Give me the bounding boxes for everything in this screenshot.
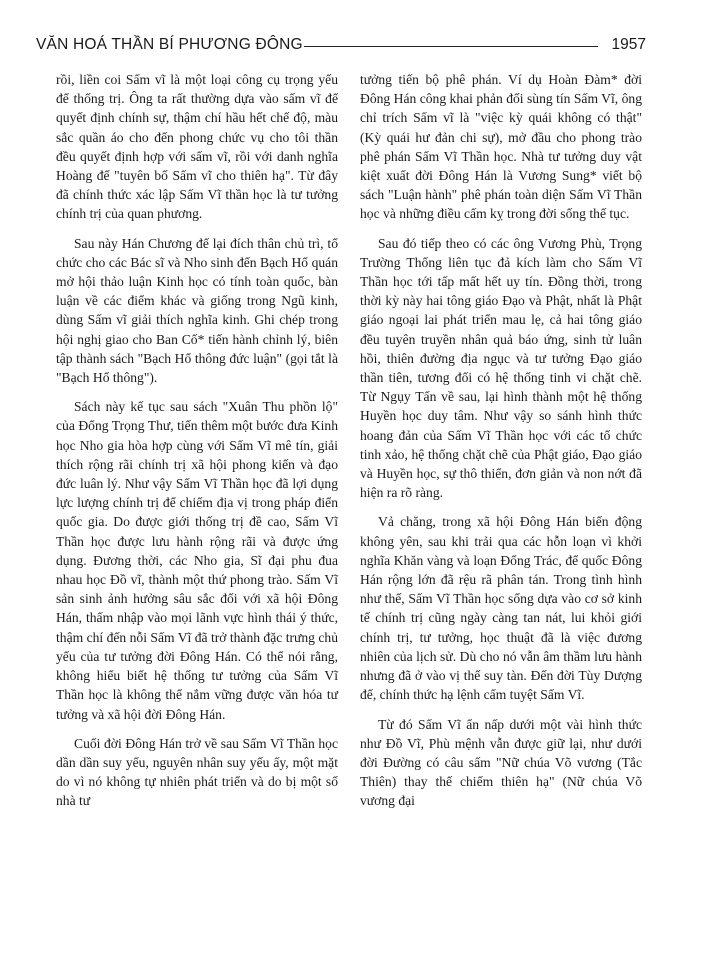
running-header [36,36,646,60]
paragraph: rồi, liền coi Sấm vĩ là một loại công cụ trọng yếu để thống trị. Ông ta rất thường dựa vào sấm vĩ để quyết định chính sự, thậm chí hầu hết chế độ, màu sắc quần áo cho đến phong chức vụ cho tôi thần đều quyết định hợp với sấm vĩ, rồi với danh nghĩa Hoàng đế "tuyên bố Sấm vĩ cho thiên hạ". Từ đây đã chính thức xác lập Sấm Vĩ thần học là tư tưởng chính trị của quan phương. [56,72,338,222]
left-column [56,70,338,811]
page-number: 1957 [611,36,646,53]
paragraph: Cuối đời Đông Hán trở về sau Sấm Vĩ Thần học dần dần suy yếu, nguyên nhân suy yếu ấy, một mặt do vì nó không tự nhiên phát triển và do bị một số nhà tư [56,735,338,809]
paragraph: Vả chăng, trong xã hội Đông Hán biến động không yên, sau khi trải qua các hỗn loạn vì khởi nghĩa Khăn vàng và loạn Đổng Trác, để quốc Đông Hán rộng lớn đã rệu rã phân tán. Trong tình hình như thế, Sấm Vĩ Thần học sống dựa vào cơ sở kinh tế chính trị cũng ngày càng tan nát, lui khỏi giới chính trị, tư tưởng, học thuật đã là việc đương nhiên của lịch sử. Dù cho nó vẫn âm thầm lưu hành nhưng đã ở vào vị thế suy tàn. Đến đời Tùy Dượng đế, chính thức hạ lệnh cấm tuyệt Sấm Vĩ. [360,514,642,703]
running-title: VĂN HOÁ THẦN BÍ PHƯƠNG ĐÔNG [36,36,303,53]
paragraph: Sau này Hán Chương đế lại đích thân chủ trì, tổ chức cho các Bác sĩ và Nho sinh đến Bạch Hổ quán mở hội thảo luận Kinh học có tính toàn quốc, bàn luận về các điểm khác và giống trong Ngũ kinh, dùng Sấm vĩ giải thích nghĩa kinh. Ghi chép trong hội nghị giao cho Ban Cố* tiến hành chỉnh lý, biên tập thành sách "Bạch Hổ thông đức luận" (gọi tắt là "Bạch Hổ thông"). [56,235,338,386]
paragraph: Từ đó Sấm Vĩ ẩn nấp dưới một vài hình thức như Đồ Vĩ, Phù mệnh vẫn được giữ lại, như dưới đời Đường có câu sấm "Nữ chúa Võ vương (Tắc Thiên) thay thế chiếm thiên hạ" (Nữ chúa Võ vương đại [360,716,642,809]
header-rule [304,46,598,47]
paragraph: Sau đó tiếp theo có các ông Vương Phù, Trọng Trường Thống liên tục đả kích làm cho Sấm Vĩ Thần học tới tấp mất hết uy tín. Đồng thời, trong thời kỳ này hai tông giáo Đạo và Phật, nhất là Phật giáo ngoại lai phát triển mau lẹ, cả hai tông giáo đều tuyên truyền nhân quả báo ứng, sinh tử luân hồi, thiên đường địa ngục và tư tưởng Đạo giáo thần tiên, tương đối có hệ thống tinh vi chặt chẽ. Từ Ngụy Tấn về sau, lại hình thành một hệ thống Huyền học duy tâm. Như vậy so sánh hình thức hoang đản của Sấm Vĩ Thần học với các tổ chức tinh xảo, hệ thống chặt chẽ của Phật giáo, Đạo giáo và Huyền học, sự thô thiển, đơn giản và non nớt đã hiện ra rõ ràng. [360,235,642,501]
paragraph: tưởng tiến bộ phê phán. Ví dụ Hoàn Đàm* đời Đông Hán công khai phản đối sùng tín Sấm Vĩ, ông chỉ trích Sấm vĩ là "việc kỳ quái không có thật" (Kỳ quái hư đản chi sự), mở đầu cho phong trào phê phán Sấm Vĩ Thần học. Nhà tư tưởng duy vật kiệt xuất đời Đông Hán là Vương Sung* viết bộ sách "Luận hành" phê phán toàn diện Sấm Vĩ Thần học và những điều cấm kỵ trong đời sống thế tục. [360,72,642,222]
right-column [360,70,642,811]
paragraph: Sách này kế tục sau sách "Xuân Thu phồn lộ" của Đổng Trọng Thư, tiến thêm một bước đưa Kinh học Nho gia hòa hợp cùng với Sấm Vĩ mê tín, giải thích rộng rãi chính trị xã hội phong kiến và đạo đức luân lý. Như vậy Sấm Vĩ Thần học đã lợi dụng lực lượng chính trị để chiếm địa vị trong pháp điển quốc gia. Do được giới thống trị đề cao, Sấm Vĩ Thần học được lưu hành rộng rãi và được ứng dụng. Đương thời, các Nho gia, Sĩ đại phu đua nhau học Đồ vĩ, thành một thứ phong trào. Sấm Vĩ sản sinh ảnh hưởng sâu sắc đối với xã hội Đông Hán, thấm nhập vào mọi lãnh vực hình thái ý thức, thậm chí đến nỗi Sấm Vĩ đã trở thành đặc trưng chủ yếu của tư tưởng đời Đông Hán. Có thể nói rằng, không hiểu biết hệ thống tư tưởng của Sấm Vĩ Thần học là không thể nắm vững được văn hóa tư tưởng và xã hội đời Đông Hán. [56,399,338,722]
